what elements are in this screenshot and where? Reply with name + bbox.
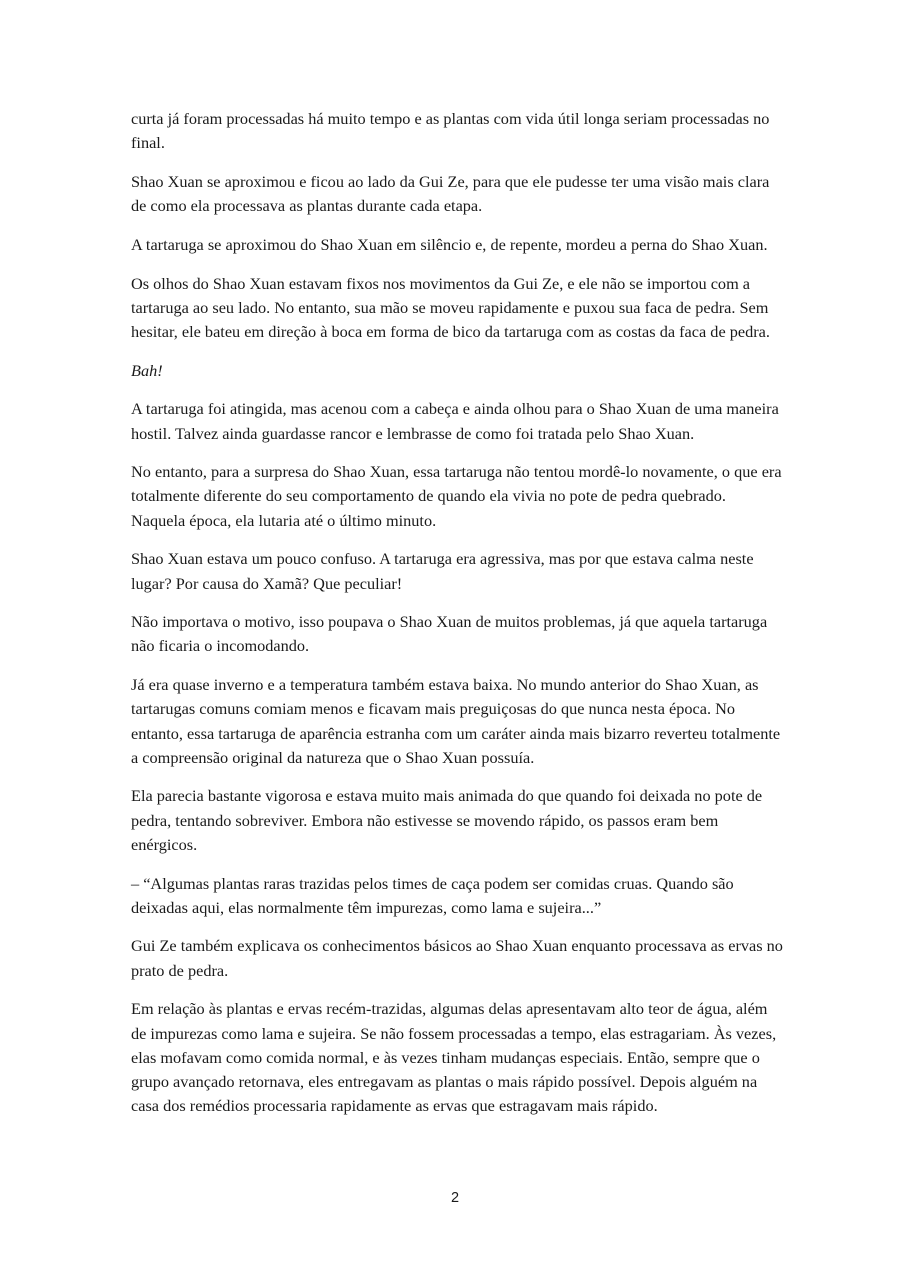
paragraph-11: Ela parecia bastante vigorosa e estava muito mais animada do que quando foi deixada no pote de pedra, tentando sobreviver. Embora não estivesse se movendo rápido, os passos eram bem enérgicos. [131, 786, 763, 854]
paragraph-2: Shao Xuan se aproximou e ficou ao lado da Gui Ze, para que ele pudesse ter uma visão mais clara de como ela processava as plantas durante cada etapa. [131, 171, 770, 216]
paragraph-5-onomatopoeia: Bah! [131, 360, 163, 380]
paragraph-14: Em relação às plantas e ervas recém-trazidas, algumas delas apresentavam alto teor de água, além de impurezas como lama e sujeira. Se não fossem processadas a tempo, elas estragariam. Às vezes, elas mofavam como comida normal, e às vezes tinham mudanças especiais. Então, sempre que o grupo avançado retornava, eles entregavam as plantas o mais rápido possível. Depois alguém na casa dos remédios processaria rapidamente as ervas que estragavam mais rápido. [131, 999, 777, 1116]
paragraph-12-dialogue: – “Algumas plantas raras trazidas pelos times de caça podem ser comidas cruas. Quando são deixadas aqui, elas normalmente têm impurezas, como lama e sujeira...” [131, 873, 734, 917]
paragraph-8: Shao Xuan estava um pouco confuso. A tartaruga era agressiva, mas por que estava calma neste lugar? Por causa do Xamã? Que peculiar! [131, 549, 754, 593]
paragraph-13: Gui Ze também explicava os conhecimentos básicos ao Shao Xuan enquanto processava as ervas no prato de pedra. [131, 936, 783, 980]
paragraph-10: Já era quase inverno e a temperatura também estava baixa. No mundo anterior do Shao Xuan, as tartarugas comuns comiam menos e ficavam mais preguiçosas do que nunca nesta época. No entanto, essa tartaruga de aparência estranha com um caráter ainda mais bizarro reverteu totalmente a compreensão original da natureza que o Shao Xuan possuía. [131, 675, 781, 767]
paragraph-1: curta já foram processadas há muito tempo e as plantas com vida útil longa seriam processadas no final. [131, 109, 770, 153]
paragraph-3: A tartaruga se aproximou do Shao Xuan em silêncio e, de repente, mordeu a perna do Shao Xuan. [131, 234, 768, 254]
page-number: 2 [450, 1190, 460, 1206]
paragraph-4: Os olhos do Shao Xuan estavam fixos nos movimentos da Gui Ze, e ele não se importou com a tartaruga ao seu lado. No entanto, sua mão se moveu rapidamente e puxou sua faca de pedra. Sem hesitar, ele bateu em direção à boca em forma de bico da tartaruga com as costas da faca de pedra. [131, 273, 770, 341]
paragraph-7: No entanto, para a surpresa do Shao Xuan, essa tartaruga não tentou mordê-lo novamente, o que era totalmente diferente do seu comportamento de quando ela vivia no pote de pedra quebrado. Naquela época, ela lutaria até o último minuto. [131, 462, 782, 530]
page-body [131, 107, 783, 1133]
paragraph-9: Não importava o motivo, isso poupava o Shao Xuan de muitos problemas, já que aquela tartaruga não ficaria o incomodando. [131, 612, 768, 656]
paragraph-6: A tartaruga foi atingida, mas acenou com a cabeça e ainda olhou para o Shao Xuan de uma maneira hostil. Talvez ainda guardasse rancor e lembrasse de como foi tratada pelo Shao Xuan. [131, 399, 779, 443]
